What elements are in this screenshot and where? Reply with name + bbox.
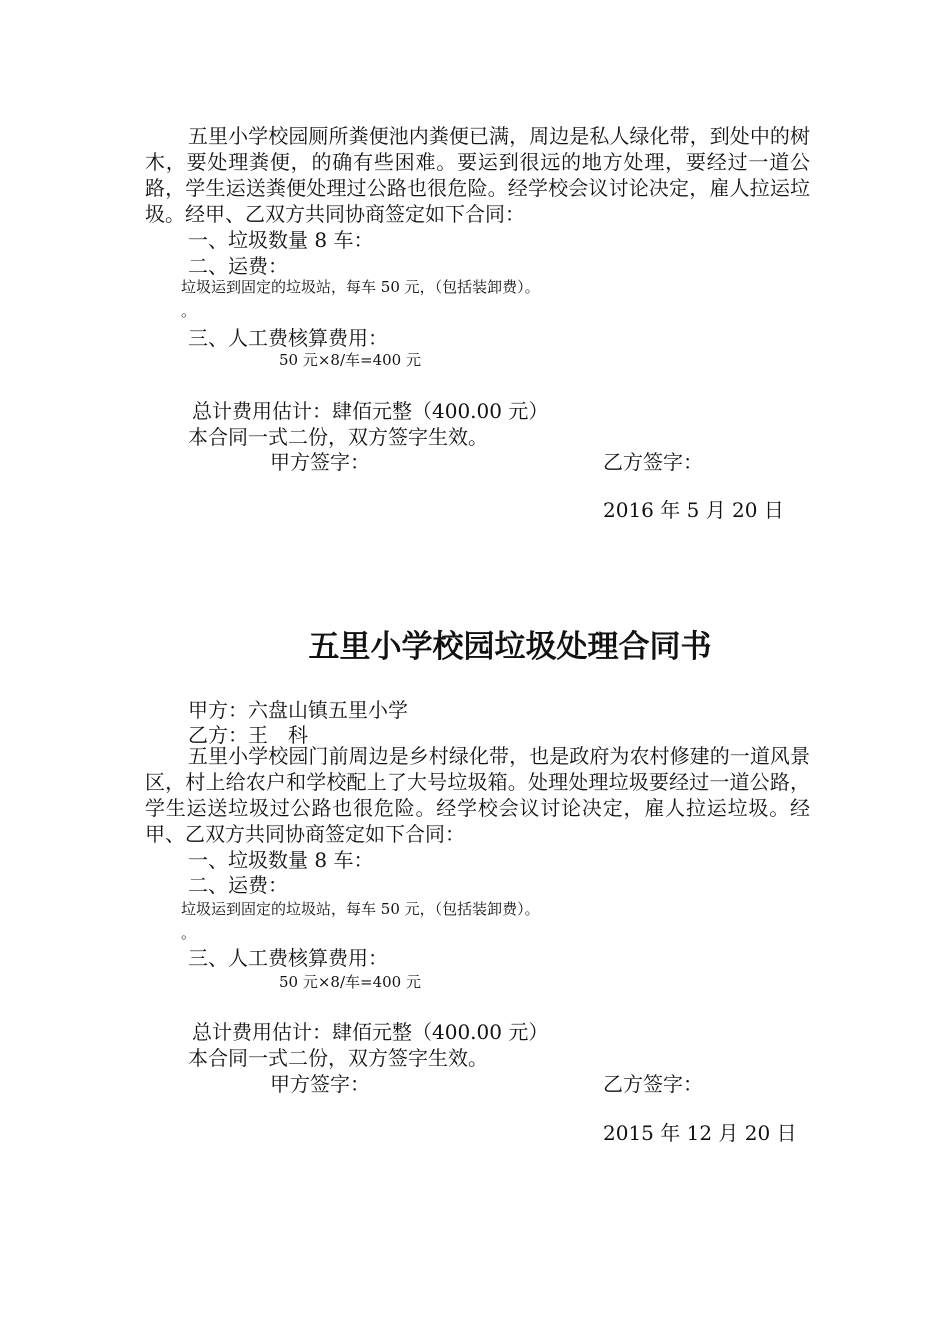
contract-1-fee-note: 垃圾运到固定的垃圾站，每车 50 元，（包括装卸费）。	[181, 278, 540, 296]
contract-1-body-paragraph: 五里小学校园厕所粪便池内粪便已满，周边是私人绿化带，到处中的树木，要处理粪便，的确有些困难。要运到很远的地方处理，要经过一道公路，学生运送粪便处理过公路也很危险。经学校会议讨论决定，雇人拉运垃圾。经甲、乙双方共同协商签定如下合同：	[145, 124, 810, 226]
contract-2-dot: 。	[181, 924, 197, 942]
contract-2-party-b: 乙方：王 科	[188, 723, 308, 747]
contract-2-copies: 本合同一式二份，双方签字生效。	[188, 1046, 488, 1070]
contract-1-item-freight: 二、运费：	[188, 254, 288, 278]
contract-1-item-quantity: 一、垃圾数量 8 车：	[188, 228, 374, 252]
contract-1-dot: 。	[181, 302, 197, 320]
contract-1-date: 2016 年 5 月 20 日	[603, 498, 784, 522]
contract-1-total: 总计费用估计：肆佰元整（400.00 元）	[192, 399, 549, 423]
contract-1-calc: 50 元×8/车=400 元	[279, 351, 421, 369]
contract-2-item-freight: 二、运费：	[188, 873, 288, 897]
contract-2-item-quantity: 一、垃圾数量 8 车：	[188, 848, 374, 872]
contract-1-party-b-signature: 乙方签字：	[603, 450, 703, 474]
contract-2-party-b-signature: 乙方签字：	[603, 1072, 703, 1096]
contract-2-party-a: 甲方：六盘山镇五里小学	[188, 698, 408, 722]
contract-1-party-a-signature: 甲方签字：	[270, 450, 370, 474]
contract-2-party-a-signature: 甲方签字：	[270, 1072, 370, 1096]
contract-1-copies: 本合同一式二份，双方签字生效。	[188, 425, 488, 449]
contract-2-fee-note: 垃圾运到固定的垃圾站，每车 50 元，（包括装卸费）。	[181, 900, 540, 918]
contract-2-calc: 50 元×8/车=400 元	[279, 973, 421, 991]
contract-2-item-labor: 三、人工费核算费用：	[188, 946, 388, 970]
contract-2-date: 2015 年 12 月 20 日	[603, 1121, 797, 1145]
contract-2-body-paragraph: 五里小学校园门前周边是乡村绿化带，也是政府为农村修建的一道风景区，村上给农户和学校配上了大号垃圾箱。处理处理垃圾要经过一道公路，学生运送垃圾过公路也很危险。经学校会议讨论决定，雇人拉运垃圾。经甲、乙双方共同协商签定如下合同：	[145, 744, 810, 846]
contract-1-item-labor: 三、人工费核算费用：	[188, 326, 388, 350]
contract-title: 五里小学校园垃圾处理合同书	[308, 629, 712, 665]
contract-2-total: 总计费用估计：肆佰元整（400.00 元）	[192, 1020, 549, 1044]
